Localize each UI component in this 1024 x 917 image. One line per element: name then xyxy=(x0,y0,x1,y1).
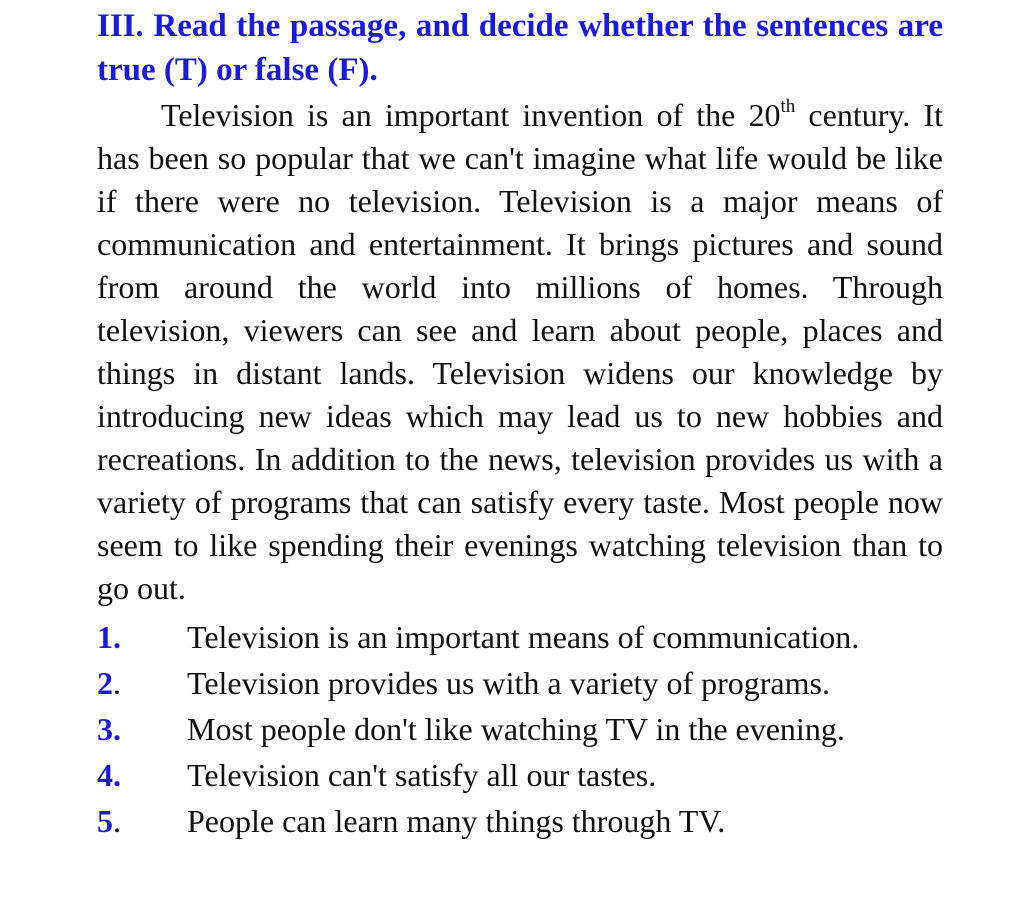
statement-list xyxy=(97,614,943,844)
passage-lead: Television is an important invention of the 20 xyxy=(161,97,781,133)
statement-number: 5. xyxy=(97,803,121,839)
statement-text: People can learn many things through TV. xyxy=(187,803,726,839)
reading-passage xyxy=(97,94,943,610)
statement-item xyxy=(97,798,943,844)
statement-text: Television is an important means of communication. xyxy=(187,619,860,655)
statement-number: 4. xyxy=(97,757,121,793)
statement-item xyxy=(97,614,943,660)
passage-rest: century. It has been so popular that we can't imagine what life would be like if there were no television. Television is a major means of communication and entertainment. It brings pictures and sound from around the world into millions of homes. Through television, viewers can see and learn about people, places and things in distant lands. Television widens our knowledge by introducing new ideas which may lead us to new hobbies and recreations. In addition to the news, television provides us with a variety of programs that can satisfy every taste. Most people now seem to like spending their evenings watching television than to go out. xyxy=(97,97,944,606)
ordinal-superscript: th xyxy=(780,96,796,117)
statement-number: 3. xyxy=(97,711,121,747)
statement-item xyxy=(97,660,943,706)
statement-text: Television provides us with a variety of programs. xyxy=(187,665,830,701)
statement-number: 1. xyxy=(97,619,121,655)
exercise-heading: III. Read the passage, and decide whether the sentences are true (T) or false (F). xyxy=(97,8,943,88)
statement-text: Most people don't like watching TV in the evening. xyxy=(187,711,845,747)
exercise-section xyxy=(97,4,943,844)
statement-item xyxy=(97,752,943,798)
statement-text: Television can't satisfy all our tastes. xyxy=(187,757,657,793)
statement-number: 2. xyxy=(97,665,121,701)
statement-item xyxy=(97,706,943,752)
